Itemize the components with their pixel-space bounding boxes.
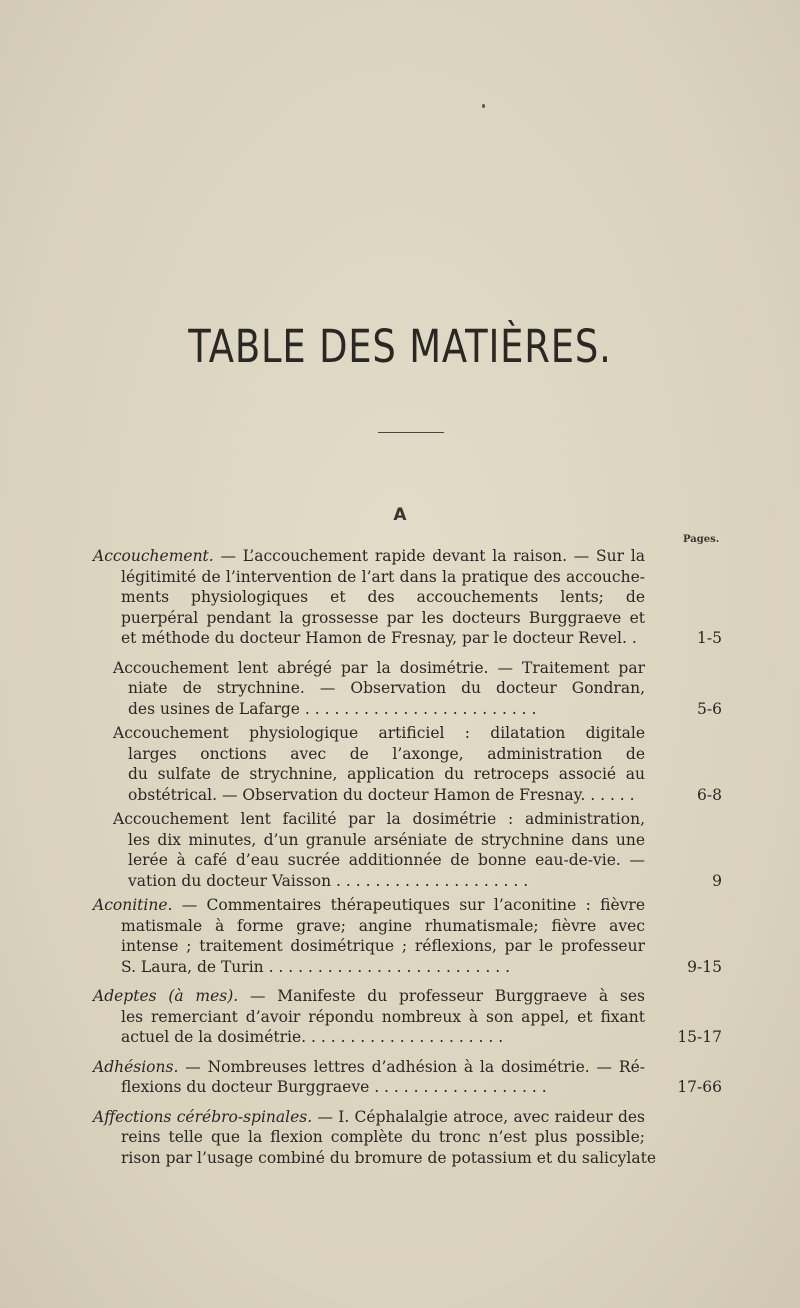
entry-text: les dix minutes, d’un granule arséniate de strychnine dans une <box>128 830 645 849</box>
entry-text: — Commentaires thérapeutiques sur l’aconitine : fièvre <box>181 896 645 914</box>
page-number: 9 <box>712 871 722 890</box>
entry-text: flexions du docteur Burggraeve <box>121 1078 370 1096</box>
entry-text: niate de strychnine. — Observation du docteur Gondran, <box>128 679 645 697</box>
entry-text: des usines de Lafarge <box>128 699 300 718</box>
entry-text: — I. Céphalalgie atroce, avec raideur des <box>312 1107 645 1126</box>
toc-entry <box>0 1057 800 1098</box>
toc-text <box>128 744 645 765</box>
page-number: 15-17 <box>677 1028 722 1046</box>
toc-line <box>0 587 800 608</box>
toc-text <box>128 764 645 785</box>
entry-text: légitimité de l’intervention de l’art dans la pratique des accouche- <box>121 567 645 586</box>
entry-text: obstétrical. — Observation du docteur Hamon de Fresnay. <box>128 785 586 804</box>
dot-leader: . . . . . . . . . . . . . . . . . . . . <box>331 871 529 890</box>
entry-text: Accouchement physiologique artificiel : dilatation digitale <box>113 724 645 742</box>
toc-text <box>121 1007 645 1028</box>
entry-text: matismale à forme grave; angine rhumatismale; fièvre avec <box>121 916 645 935</box>
entry-heading: Adeptes (à mes). <box>93 987 239 1005</box>
toc-line <box>0 764 800 785</box>
entry-heading: Accouchement. <box>93 547 214 565</box>
toc-line <box>0 567 800 588</box>
dot-leader: . . . . . <box>585 785 635 804</box>
entry-heading: Aconitine. <box>93 896 173 914</box>
page-title: TABLE DES MATIÈRES. <box>188 320 612 373</box>
title-rule <box>378 432 444 433</box>
entry-text: du sulfate de strychnine, application du retroceps associé au <box>128 765 645 783</box>
toc-line <box>0 986 800 1007</box>
toc-text <box>121 587 645 608</box>
toc-line <box>0 1107 800 1128</box>
toc-text <box>128 785 635 806</box>
toc-text <box>128 830 645 851</box>
toc-text <box>121 1127 645 1148</box>
toc-line <box>0 809 800 830</box>
toc-text <box>128 850 645 871</box>
dot-leader: . . . . . . . . . . . . . . . . . . . . . <box>301 1028 504 1046</box>
toc-text <box>113 809 645 830</box>
toc-text <box>121 1077 547 1098</box>
section-letter: A <box>393 505 407 525</box>
toc-line <box>0 723 800 744</box>
toc-line <box>0 895 800 916</box>
page-number: 1-5 <box>697 629 722 647</box>
entry-text: ments physiologiques et des accouchements lents; de <box>121 588 645 606</box>
toc-line <box>0 546 800 567</box>
entry-text: — L’accouchement rapide devant la raison. — Sur la <box>213 547 645 565</box>
toc-line <box>0 916 800 937</box>
entry-text: actuel de la dosimétrie <box>121 1028 302 1046</box>
toc-line <box>0 608 800 629</box>
entry-text: — Manifeste du professeur Burggraeve à ses <box>249 987 645 1005</box>
toc-line <box>0 1148 800 1169</box>
toc-line <box>0 1077 800 1098</box>
entry-text: les remerciant d’avoir répondu nombreux à son appel, et fixant <box>121 1007 645 1026</box>
entry-text: intense ; traitement dosimétrique ; réflexions, par le professeur <box>121 937 645 955</box>
toc-line <box>0 628 800 649</box>
toc-text <box>93 1107 645 1128</box>
toc-line <box>0 850 800 871</box>
toc-text <box>113 723 645 744</box>
toc-line <box>0 678 800 699</box>
toc-text <box>121 567 645 588</box>
entry-text: reins telle que la flexion complète du tronc n’est plus possible; <box>121 1128 645 1146</box>
toc-entry <box>0 895 800 977</box>
toc-entry <box>0 1107 800 1169</box>
toc-line <box>0 936 800 957</box>
toc-entry <box>0 809 800 891</box>
dot-leader: . . . . . . . . . . . . . . . . . . <box>369 1078 547 1096</box>
entry-text: puerpéral pendant la grossesse par les docteurs Burggraeve et <box>121 608 645 627</box>
entry-text: S. Laura, de Turin <box>121 957 264 976</box>
dot-leader: . . . . . . . . . . . . . . . . . . . . . . . . <box>299 699 537 718</box>
page-number: 9-15 <box>687 957 722 976</box>
toc-entry <box>0 658 800 720</box>
toc-text <box>121 628 637 649</box>
toc-line <box>0 785 800 806</box>
entry-heading: Affections cérébro-spinales. <box>93 1107 313 1126</box>
entry-text: et méthode du docteur Hamon de Fresnay, par le docteur Revel. <box>121 629 627 647</box>
entry-text: larges onctions avec de l’axonge, administration de <box>128 744 645 763</box>
toc-text <box>113 658 645 679</box>
toc-line <box>0 871 800 892</box>
toc-line <box>0 1127 800 1148</box>
toc-entry <box>0 723 800 805</box>
page-number: 6-8 <box>697 785 722 804</box>
toc-line <box>0 1027 800 1048</box>
toc-entries <box>0 546 800 1177</box>
toc-entry <box>0 546 800 649</box>
entry-text: — Nombreuses lettres d’adhésion à la dosimétrie. — Ré- <box>178 1057 645 1076</box>
toc-entry <box>0 986 800 1048</box>
entry-text: Accouchement lent abrégé par la dosimétrie. — Traitement par <box>113 658 645 677</box>
toc-text <box>121 1148 656 1169</box>
toc-text <box>93 895 645 916</box>
toc-text <box>121 957 510 978</box>
toc-text <box>121 1027 503 1048</box>
toc-line <box>0 957 800 978</box>
ink-speck <box>482 104 485 108</box>
entry-heading: Adhésions. <box>93 1057 179 1076</box>
toc-line <box>0 699 800 720</box>
page-number: 17-66 <box>677 1078 722 1096</box>
toc-text <box>121 916 645 937</box>
toc-text <box>93 986 645 1007</box>
toc-line <box>0 830 800 851</box>
page-number: 5-6 <box>697 699 722 718</box>
entry-text: vation du docteur Vaisson <box>128 871 332 890</box>
dot-leader: . <box>626 629 637 647</box>
toc-text <box>93 546 645 567</box>
dot-leader: . . . . . . . . . . . . . . . . . . . . . . . . . <box>263 957 510 976</box>
toc-text <box>128 678 645 699</box>
toc-line <box>0 658 800 679</box>
toc-text <box>128 871 528 892</box>
toc-text <box>93 1057 645 1078</box>
pages-column-header: Pages. <box>683 534 720 545</box>
toc-line <box>0 744 800 765</box>
toc-text <box>121 608 645 629</box>
toc-text <box>121 936 645 957</box>
entry-text: Accouchement lent facilité par la dosimétrie : administration, <box>113 810 645 828</box>
entry-text: rison par l’usage combiné du bromure de potassium et du salicylate <box>121 1148 657 1167</box>
toc-line <box>0 1007 800 1028</box>
toc-line <box>0 1057 800 1078</box>
entry-text: lerée à café d’eau sucrée additionnée de bonne eau-de-vie. — <box>128 851 645 869</box>
toc-text <box>128 699 536 720</box>
